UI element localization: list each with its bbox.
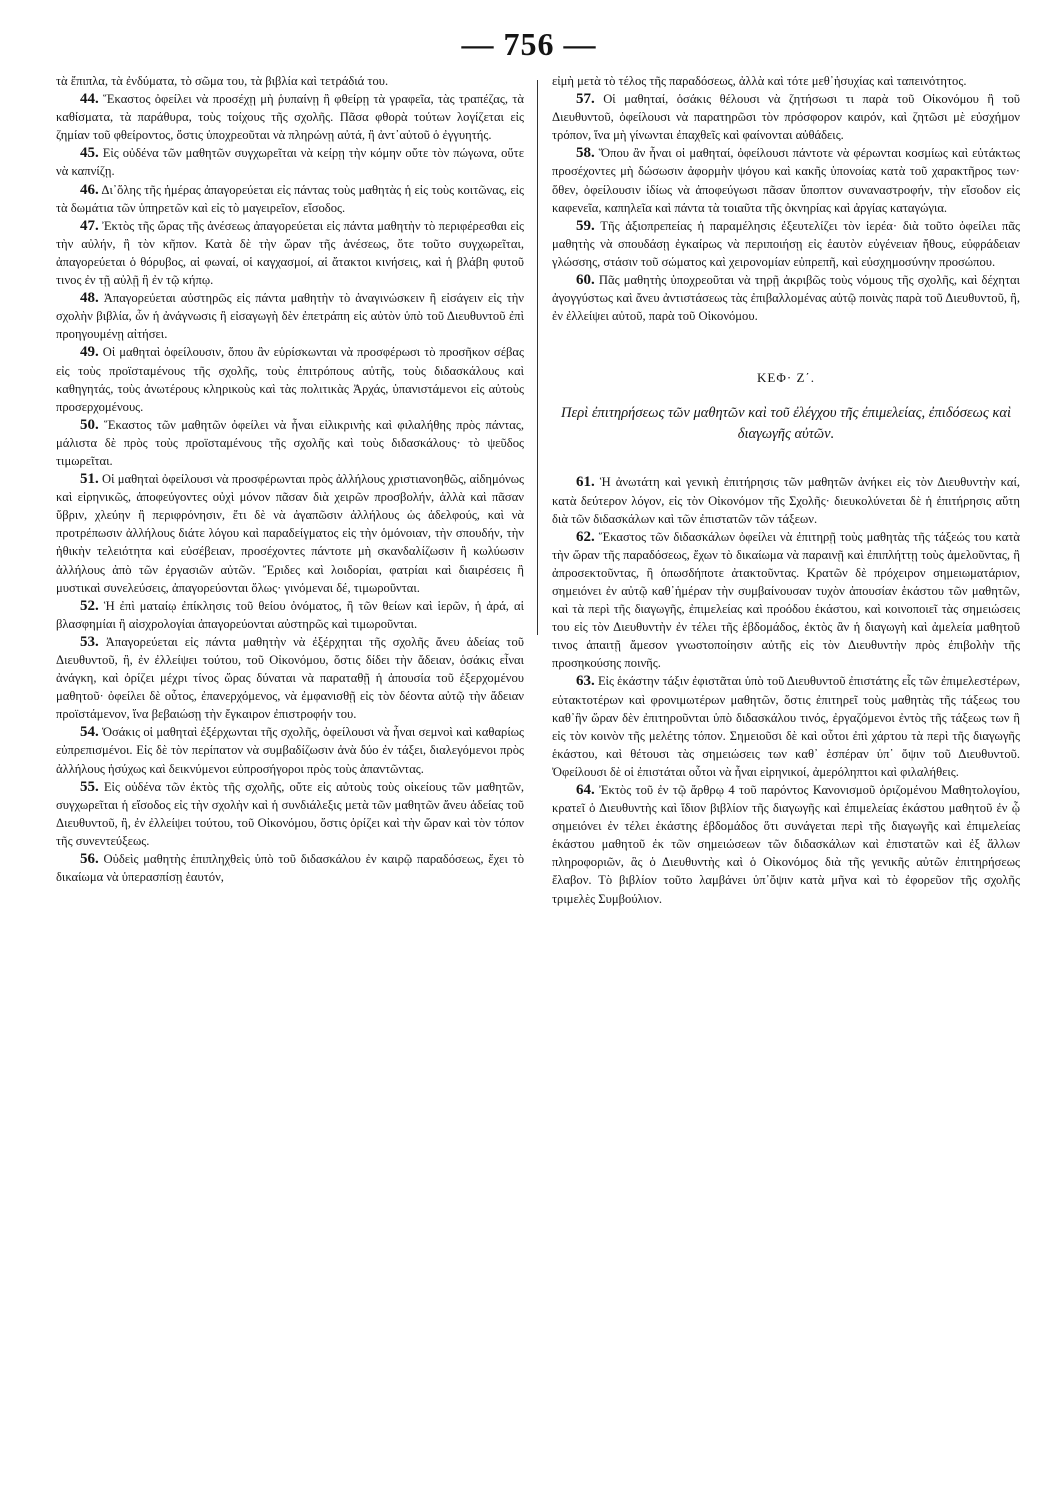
left-column (56, 72, 524, 886)
article-number: 50. (80, 416, 99, 433)
article-number: 56. (80, 851, 99, 868)
paragraph-text: Ὅπου ἂν ἦναι οἱ μαθηταί, ὀφείλουσι πάντοτε νὰ φέρωνται κοσμίως καὶ εὐτάκτως προσέχοντες μὴ δώσωσιν ἀφορμὴν ψόγου καὶ κακῆς ὑπονοίας κατὰ τοῦ χαρακτῆρος των· ὅθεν, ὀφείλουσιν ἰδίως νὰ ἀποφεύγωσι πᾶσαν ὕποπτον συναναστροφήν, τὴν εἴσοδον εἰς καφενεῖα, καπηλεῖα καὶ πάντα τὰ τοιαῦτα τῆς ὀκνηρίας καὶ ἀργίας καταγώγια. (552, 146, 1020, 215)
article-number: 52. (80, 597, 99, 614)
paragraph-text: Δι᾽ὅλης τῆς ἡμέρας ἀπαγορεύεται εἰς πάντας τοὺς μαθητὰς ἡ εἰς τοὺς κοιτῶνας, εἰς τὰ δωμάτια τῶν ὑπηρετῶν καὶ εἰς τὸ μαγειρεῖον, εἴσοδος. (56, 182, 524, 215)
paragraph-text: Ἕκαστος ὀφείλει νὰ προσέχῃ μὴ ῥυπαίνῃ ἢ φθείρῃ τὰ γραφεῖα, τὰς τραπέζας, τὰ καθίσματα, τὰ παράθυρα, τοὺς τοίχους τῆς σχολῆς. Πᾶσα φθορὰ τούτων λογίζεται εἰς ζημίαν τοῦ φθείροντος, ὅστις ὑποχρεοῦται νὰ πληρώνῃ αὐτά, ἢ ἀντ᾽αὐτοῦ ὁ ἐγγυητής. (56, 92, 524, 143)
article-59 (552, 217, 1020, 271)
paragraph-text: Οἱ μαθηταί, ὁσάκις θέλουσι νὰ ζητήσωσι τι παρὰ τοῦ Οἰκονόμου ἢ τοῦ Διευθυντοῦ, ὀφείλουσι νὰ παρατηρῶσι τὸν πρόσφορον καιρόν, καὶ ζητῶσι μὲ εὐσχήμον τρόπον, ἵνα μὴ γίνωνται ἐπαχθεῖς καὶ φαίνονται αὐθάδεις. (552, 92, 1020, 143)
paragraph-text: Ἕκαστος τῶν διδασκάλων ὀφείλει νὰ ἐπιτηρῇ τοὺς μαθητὰς τῆς τάξεώς του κατὰ τὴν ὥραν τῆς παραδόσεως, ἔχων τὸ δικαίωμα νὰ παραινῇ καὶ ἐπιπλήττῃ τοὺς ἀμελοῦντας, ἢ ἀπροσεκτοῦντας, ἢ ὁπωσδήποτε ἀτακτοῦντας. Κρατῶν δὲ πρόχειρον σημειωματάριον, σημειόνει ἐν αὐτῷ καθ᾽ἡμέραν τὴν συμβαίνουσαν τυχὸν ἀπουσίαν ἑκάστου τῶν μαθητῶν, καὶ τὰ περὶ τῆς διαγωγῆς, ἐπιμελείας καὶ προόδου ἑκάστου, καὶ κοινοποιεῖ τὰς σημειώσεις του εἰς τὸν Διευθυντὴν ἐν τέλει τῆς ἑβδομάδος, ἐκτὸς ἂν ἡ διαγωγὴ καὶ ἀμελεία μαθητοῦ τινος ἀπαιτῇ ἄμεσον γνωστοποίησιν αὐτῆς εἰς τὸν Διευθυντὴν πρὸς ἐπιβολὴν τῆς προσηκούσης ποινῆς. (552, 529, 1020, 671)
paragraph-text: Ἀπαγορεύεται εἰς πάντα μαθητὴν νὰ ἐξέρχηται τῆς σχολῆς ἄνευ ἀδείας τοῦ Διευθυντοῦ, ἢ, ἐν ἐλλείψει τούτου, τοῦ Οἰκονόμου, ὅστις δίδει τὴν ἄδειαν, ὁσάκις εἶναι ἀνάγκη, καὶ ὁρίζει μέχρι τίνος ὥρας δύναται νὰ παραταθῇ ἡ ἀπουσία τοῦ ἐξερχομένου μαθητοῦ· ὀφείλει δὲ οὗτος, ἐπανερχόμενος, νὰ ἐμφανισθῇ εἰς τὸν δέοντα αὐτῷ τὴν ἄδειαν προϊστάμενον, ἵνα βεβαιώσῃ τὴν ἔγκαιρον ἐπιστροφήν του. (56, 634, 524, 722)
paragraph-text: Ἐκτὸς τοῦ ἐν τῷ ἄρθρῳ 4 τοῦ παρόντος Κανονισμοῦ ὁριζομένου Μαθητολογίου, κρατεῖ ὁ Διευθυντὴς καὶ ἴδιον βιβλίον τῆς διαγωγῆς καὶ ἐπιμελείας ἑκάστου μαθητοῦ ἐν ᾧ σημειόνει ἐν τέλει ἑκάστης ἑβδομάδος ὅτι συνάγεται περὶ τῆς διαγωγῆς καὶ ἐπιμελείας ἑκάστου μαθητοῦ ἐκ τῶν σημειώσεων τῶν διδασκάλων καὶ ἐπιστατῶν καὶ ἐξ ἄλλων πληροφοριῶν, ἃς ὁ Διευθυντὴς καὶ ὁ Οἰκονόμος διὰ τῆς γενικῆς αὐτῶν ἐπιτηρήσεως ἔλαβον. Τὸ βιβλίον τοῦτο λαμβάνει ὑπ᾽ὄψιν κατὰ μῆνα καὶ τὸ ἐφορεῦον τῆς σχολῆς τριμελὲς Συμβούλιον. (552, 783, 1020, 906)
paragraph-text: Ἀπαγορεύεται αὐστηρῶς εἰς πάντα μαθητὴν τὸ ἀναγινώσκειν ἢ εἰσάγειν εἰς τὴν σχολὴν βιβλία, ὧν ἡ ἀνάγνωσις ἢ εἰσαγωγὴ δὲν ἐπετράπη εἰς αὐτὸν ὑπὸ τοῦ Διευθυντοῦ ἐπὶ προηγουμένῃ αἰτήσει. (56, 291, 524, 342)
article-60 (552, 271, 1020, 325)
paragraph-text: Ὁσάκις οἱ μαθηταὶ ἐξέρχωνται τῆς σχολῆς, ὀφείλουσι νὰ ἦναι σεμνοὶ καὶ καθαρίως εὐπρεπισμένοι. Εἰς δὲ τὸν περίπατον νὰ συμβαδίζωσιν ἀνὰ δύο ἐν τάξει, διαλεγόμενοι πρὸς ἀλλήλους ἡσύχως καὶ δεικνύμενοι εὐπροσήγοροι πρὸς τοὺς ἀπαντῶντας. (56, 725, 524, 776)
article-number: 51. (80, 471, 99, 488)
article-64 (552, 781, 1020, 908)
paragraph-text: Τῆς ἀξιοπρεπείας ἡ παραμέλησις ἐξευτελίζει τὸν ἱερέα· διὰ τοῦτο ὀφείλει πᾶς μαθητὴς νὰ σπουδάσῃ ἐγκαίρως νὰ περιποιήσῃ εἰς ἑαυτὸν εὐγένειαν ἤθους, εὐφράδειαν γλώσσης, στάσιν τοῦ σώματος καὶ χειρονομίαν εὐπρεπῆ, καὶ εὐσχημοσύνην προσώπου. (552, 218, 1020, 269)
paragraph-text: Οἱ μαθηταὶ ὀφείλουσι νὰ προσφέρωνται πρὸς ἀλλήλους χριστιανοηθῶς, αἰδημόνως καὶ εἰρηνικῶς, ἀποφεύγοντες οὐχὶ μόνον πᾶσαν διὰ χειρῶν προσβολήν, ἀλλὰ καὶ πᾶσαν ὕβριν, χλεύην ἢ περιφρόνησιν, ἔτι δὲ νὰ ἀγαπῶσιν ἀλλήλους ὡς ἀδελφούς, καὶ νὰ προτρέπωσιν ἀλλήλους διάτε λόγου καὶ παραδείγματος εἰς τὴν ὁμόνοιαν, τὴν σπουδήν, τὴν ἠθικὴν τελειότητα καὶ εὐσέβειαν, προσέχοντες πάντοτε μὴ σκανδαλίζωσιν ἢ κωλύωσιν ἀλλήλους ἀπὸ τῶν ἐργασιῶν αὐτῶν. Ἔριδες καὶ λοιδορίαι, φατρίαι καὶ διαιρέσεις ἢ μυστικαὶ συνελεύσεις, ἀπαγορεύονται ὅλως· γινόμεναι δέ, τιμωροῦνται. (56, 472, 524, 595)
paragraph-text: Ἡ ἀνωτάτη καὶ γενικὴ ἐπιτήρησις τῶν μαθητῶν ἀνήκει εἰς τὸν Διευθυντὴν καί, κατὰ δεύτερον λόγον, εἰς τὸν Οἰκονόμον τῆς Σχολῆς· διευκολύνεται δὲ ἡ ἐπιτήρησις αὕτη διὰ τῶν διδασκάλων καὶ τῶν ἐπιστατῶν τῶν τάξεων. (552, 475, 1020, 526)
article-number: 44. (80, 91, 99, 108)
article-number: 58. (576, 145, 595, 162)
paragraph-text: Οὐδεὶς μαθητὴς ἐπιπληχθεὶς ὑπὸ τοῦ διδασκάλου ἐν καιρῷ παραδόσεως, ἔχει τὸ δικαίωμα νὰ ὑπερασπίσῃ ἑαυτόν, (56, 852, 524, 885)
article-45 (56, 144, 524, 180)
article-49 (56, 343, 524, 415)
article-56 (56, 850, 524, 886)
paragraph-text: Ἡ ἐπὶ ματαίῳ ἐπίκλησις τοῦ θείου ὀνόματος, ἢ τῶν θείων καὶ ἱερῶν, ἡ ἀρά, αἱ βλασφημίαι ἢ αἰσχρολογίαι ἀπαγορεύονται αὐστηρῶς καὶ τιμωροῦνται. (56, 598, 524, 631)
paragraph-text: Οἱ μαθηταὶ ὀφείλουσιν, ὅπου ἂν εὑρίσκωνται νὰ προσφέρωσι τὸ προσῆκον σέβας εἰς τοὺς προϊσταμένους τῆς σχολῆς, τοὺς ἐπιτρόπους αὐτῆς, τοὺς διδασκάλους καὶ καθηγητάς, τοὺς ἀνωτέρους κληρικοὺς καὶ τὰς πολιτικὰς Ἀρχάς, ὑπανιστάμενοι εἰς αὐτοὺς προσερχομένους. (56, 345, 524, 414)
paragraph-text: τὰ ἔπιπλα, τὰ ἐνδύματα, τὸ σῶμα του, τὰ βιβλία καὶ τετράδιά του. (56, 74, 389, 88)
right-column (552, 72, 1020, 908)
paragraph-text: Εἰς οὐδένα τῶν μαθητῶν συγχωρεῖται νὰ κείρῃ τὴν κόμην οὔτε τὸν πώγωνα, οὔτε νὰ καπνίζῃ. (56, 146, 524, 179)
article-number: 47. (80, 217, 99, 234)
article-number: 62. (576, 528, 595, 545)
article-number: 45. (80, 145, 99, 162)
article-61 (552, 473, 1020, 527)
article-47 (56, 217, 524, 289)
article-number: 46. (80, 181, 99, 198)
article-number: 57. (576, 91, 595, 108)
paragraph-text: Ἐκτὸς τῆς ὥρας τῆς ἀνέσεως ἀπαγορεύεται εἰς πάντα μαθητὴν τὸ περιφέρεσθαι εἰς τὴν αὐλήν, ἢ τὸν κῆπον. Κατὰ δὲ τὴν ὥραν τῆς ἀνέσεως, ὅτε τοῦτο συγχωρεῖται, ἀπαγορεύεται ὁ θόρυβος, αἱ φωναί, οἱ καγχασμοί, αἱ ἄτακτοι κινήσεις, καὶ ἡ βλάβη φυτοῦ τινος ἐν τῇ αὐλῇ ἢ ἐν τῷ κήπῳ. (56, 218, 524, 288)
article-50 (56, 416, 524, 470)
article-55 (56, 778, 524, 850)
article-number: 48. (80, 290, 99, 307)
paragraph-text: Πᾶς μαθητὴς ὑποχρεοῦται νὰ τηρῇ ἀκριβῶς τοὺς νόμους τῆς σχολῆς, καὶ δέχηται ἀγογγύστως καὶ ἄνευ ἀντιστάσεως τὰς ἐπιβαλλομένας αὐτῷ ποινὰς παρὰ τοῦ Διευθυντοῦ, ἢ, ἐν ἐλλείψει αὐτοῦ, παρὰ τοῦ Οἰκονόμου. (552, 273, 1020, 324)
paragraph-continuation (552, 72, 1020, 90)
article-number: 59. (576, 217, 595, 234)
paragraph-text: Εἰς ἑκάστην τάξιν ἐφιστᾶται ὑπὸ τοῦ Διευθυντοῦ ἐπιστάτης εἷς τῶν ἐπιμελεστέρων, εὐτακτοτέρων καὶ φρονιμωτέρων μαθητῶν, ὅστις ἐπιτηρεῖ τοὺς μαθητὰς τῆς τάξεως του καθ᾽ἣν ὥραν δὲν ἐπιτηροῦνται ὑπὸ διδασκάλου τινός, ἐργαζόμενοι ἐντὸς τῆς τάξεως των ἢ εἰς τὸν κοινὸν τῆς μελέτης τόπον. Σημειοῦσι δὲ καὶ οὗτοι ἐπὶ χάρτου τὰ περὶ τῆς διαγωγῆς ἑκάστου, καὶ θέτουσι τὰς σημειώσεις των καθ᾽ ἑσπέραν ὑπ᾽ ὄψιν τοῦ Διευθυντοῦ. Ὀφείλουσι δὲ οἱ ἐπιστάται οὗτοι νὰ ἦναι εἰρηνικοί, ἀμερόληπτοι καὶ φιλαλήθεις. (552, 674, 1020, 779)
article-number: 61. (576, 474, 595, 491)
article-number: 55. (80, 778, 99, 795)
paragraph-text: Εἰς οὐδένα τῶν ἐκτὸς τῆς σχολῆς, οὔτε εἰς αὐτοὺς τοὺς οἰκείους τῶν μαθητῶν, συγχωρεῖται ἡ εἴσοδος εἰς τὴν σχολὴν καὶ ἡ συνδιάλεξις μετὰ τῶν μαθητῶν ἄνευ ἀδείας τοῦ Διευθυντοῦ, ἢ, ἐν ἐλλείψει τούτου, τοῦ Οἰκονόμου, ὅστις ὁρίζει καὶ τὴν ὥραν καὶ τὸν τόπον τῆς συνεντεύξεως. (56, 779, 524, 848)
article-62 (552, 528, 1020, 673)
article-54 (56, 723, 524, 777)
article-46 (56, 181, 524, 217)
article-number: 53. (80, 633, 99, 650)
article-44 (56, 90, 524, 144)
article-number: 64. (576, 782, 595, 798)
paragraph-text: Ἕκαστος τῶν μαθητῶν ὀφείλει νὰ ἦναι εἰλικρινὴς καὶ φιλαλήθης πρὸς πάντας, μάλιστα δὲ πρὸς τοὺς προϊσταμένους τῆς σχολῆς καὶ τοὺς διδασκάλους· τὸ ψεῦδος τιμωρεῖται. (56, 417, 524, 468)
article-63 (552, 672, 1020, 781)
article-57 (552, 90, 1020, 144)
chapter-heading: ΚΕΦ· Ζ΄. (757, 370, 815, 386)
article-48 (56, 289, 524, 343)
page-number: — 756 — (461, 26, 597, 62)
article-51 (56, 470, 524, 597)
article-53 (56, 633, 524, 723)
article-number: 63. (576, 673, 595, 690)
article-number: 49. (80, 344, 99, 361)
article-number: 60. (576, 272, 595, 289)
chapter-subtitle: Περὶ ἐπιτηρήσεως τῶν μαθητῶν καὶ τοῦ ἐλέγχου τῆς ἐπιμελείας, ἐπιδόσεως καὶ διαγωγῆς αὐτῶν. (561, 405, 1011, 443)
article-52 (56, 597, 524, 633)
column-divider (537, 80, 538, 635)
paragraph-continuation (56, 72, 524, 90)
paragraph-text: εἰμὴ μετὰ τὸ τέλος τῆς παραδόσεως, ἀλλὰ καὶ τότε μεθ᾽ἡσυχίας καὶ ταπεινότητος. (552, 74, 967, 88)
article-number: 54. (80, 724, 99, 741)
article-58 (552, 144, 1020, 216)
